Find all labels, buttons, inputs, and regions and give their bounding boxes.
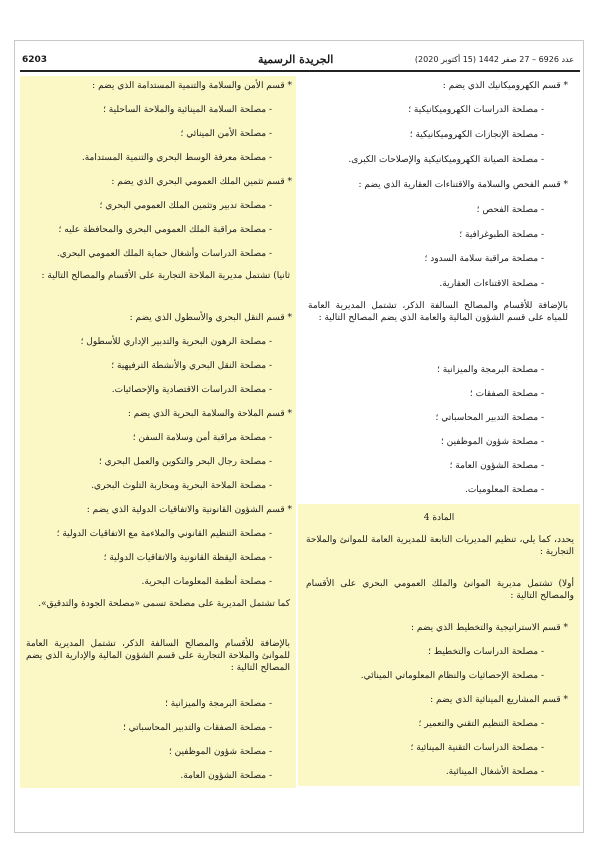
list-item: - مصلحة رجال البحر والتكوين والعمل البحري ؛ (98, 457, 272, 467)
section-heading: * قسم الكهروميكانيك الذي يضم : (442, 81, 568, 91)
list-item: - مصلحة الدراسات والتخطيط ؛ (428, 647, 544, 657)
list-item: - مصلحة مراقبة الملك العمومي البحري والمحافظة عليه ؛ (58, 225, 272, 235)
list-item: - مصلحة الدراسات الكهروميكانيكية ؛ (408, 105, 544, 115)
list-item: - مصلحة السلامة المينائية والملاحة الساحلية ؛ (103, 105, 272, 115)
section-heading: * قسم النقل البحري والأسطول الذي يضم : (129, 313, 292, 323)
right-column-bottom (298, 504, 580, 786)
list-item: - مصلحة التدبير المحاسباتي ؛ (435, 413, 544, 423)
list-item: - مصلحة الطبوغرافية ؛ (459, 230, 544, 240)
list-item: - مصلحة شؤون الموظفين ؛ (168, 747, 272, 757)
list-item: - مصلحة البرمجة والميزانية ؛ (437, 365, 544, 375)
list-item: - مصلحة الشؤون العامة ؛ (449, 461, 544, 471)
journal-title: الجريدة الرسمية (258, 53, 334, 66)
right-column-top (300, 76, 574, 502)
list-item: - مصلحة الدراسات التقنية المينائية ؛ (410, 743, 544, 753)
list-item: - مصلحة أنظمة المعلومات البحرية. (141, 577, 272, 587)
page-number: 6203 (22, 55, 48, 65)
list-item: - مصلحة مراقبة أمن وسلامة السفن ؛ (132, 433, 272, 443)
list-item: - مصلحة اليقظة القانونية والاتفاقيات الدولية ؛ (103, 553, 272, 563)
section-heading: * قسم الأمن والسلامة والتنمية المستدامة الذي يضم : (92, 81, 292, 91)
list-item: - مصلحة الشؤون العامة. (180, 771, 272, 781)
list-item: - مصلحة الصفقات والتدبير المحاسباتي ؛ (122, 723, 272, 733)
section-heading: * قسم الملاحة والسلامة البحرية الذي يضم : (127, 409, 292, 419)
list-item: - مصلحة البرمجة والميزانية ؛ (165, 699, 272, 709)
list-item: - مصلحة المعلوميات. (464, 485, 544, 495)
list-item: - مصلحة الاقتناءات العقارية. (439, 279, 544, 289)
paragraph: بالإضافة للأقسام والمصالح السالفة الذكر، تشتمل المديرية العامة للمياه على قسم الشؤون المالية والعامة الذي يضم المصالح التالية : (308, 301, 568, 323)
page-header (14, 52, 584, 68)
list-item: - مصلحة الرهون البحرية والتدبير الإداري للأسطول ؛ (80, 337, 272, 347)
paragraph: أولا) تشتمل مديرية الموانئ والملك العمومي البحري على الأقسام والمصالح التالية : (306, 579, 574, 601)
list-item: - مصلحة الدراسات الاقتصادية والإحصائيات. (111, 385, 272, 395)
list-item: - مصلحة التنظيم القانوني والملاءمة مع الاتفاقيات الدولية ؛ (56, 529, 272, 539)
paragraph: بالإضافة للأقسام والمصالح السالفة الذكر، تشتمل المديرية العامة للموانئ والملاحة التجارية على قسم الشؤون المالية والإدارية الذي يضم المصالح التالية : (26, 639, 290, 673)
list-item: - مصلحة تدبير وتثمين الملك العمومي البحري ؛ (99, 201, 272, 211)
left-column (20, 76, 296, 788)
list-item: - مصلحة الإحصائيات والنظام المعلوماتي المينائي. (360, 671, 544, 681)
header-rule (20, 70, 580, 72)
section-heading: * قسم الاستراتيجية والتخطيط الذي يضم : (410, 623, 568, 633)
issue-date: عدد 6926 – 27 صفر 1442 (15 أكتوبر 2020) (414, 55, 574, 64)
list-item: - مصلحة التنظيم التقني والتعمير ؛ (418, 719, 544, 729)
article-title: المادة 4 (423, 513, 455, 523)
paragraph: ثانيا) تشتمل مديرية الملاحة التجارية على الأقسام والمصالح التالية : (41, 271, 290, 281)
section-heading: * قسم الفحص والسلامة والاقتناءات العقارية الذي يضم : (358, 180, 568, 190)
list-item: - مصلحة الملاحة البحرية ومحاربة التلوث البحري. (91, 481, 272, 491)
paragraph: يحدد، كما يلي، تنظيم المديريات التابعة للمديرية العامة للموانئ والملاحة التجارية : (306, 535, 574, 557)
list-item: - مصلحة معرفة الوسط البحري والتنمية المستدامة. (81, 153, 272, 163)
list-item: - مصلحة الدراسات وأشغال حماية الملك العمومي البحري. (56, 249, 272, 259)
list-item: - مصلحة الأمن المينائي ؛ (180, 129, 272, 139)
list-item: - مصلحة النقل البحري والأنشطة الترفيهية ؛ (111, 361, 272, 371)
section-heading: * قسم الشؤون القانونية والاتفاقيات الدولية الذي يضم : (86, 505, 292, 515)
section-heading: * قسم المشاريع المينائية الذي يضم : (430, 695, 568, 705)
list-item: - مصلحة مراقبة سلامة السدود ؛ (424, 254, 544, 264)
list-item: - مصلحة الإنجازات الكهروميكانيكية ؛ (409, 130, 544, 140)
section-heading: * قسم تثمين الملك العمومي البحري الذي يضم : (111, 177, 292, 187)
list-item: - مصلحة الأشغال المينائية. (445, 767, 544, 777)
list-item: - مصلحة الصفقات ؛ (469, 389, 544, 399)
list-item: - مصلحة شؤون الموظفين ؛ (440, 437, 544, 447)
list-item: - مصلحة الصيانة الكهروميكانيكية والإصلاحات الكبرى. (348, 155, 544, 165)
list-item: - مصلحة الفحص ؛ (476, 205, 544, 215)
paragraph: كما تشتمل المديرية على مصلحة تسمى «مصلحة الجودة والتدقيق». (38, 599, 290, 609)
